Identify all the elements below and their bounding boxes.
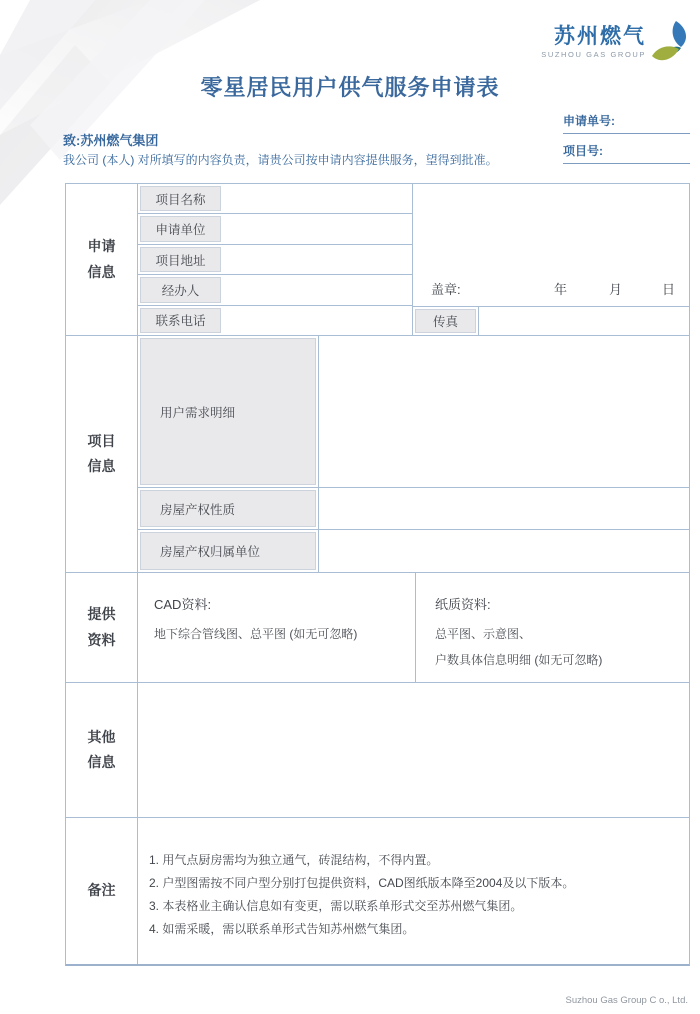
- application-number-label: 申请单号:: [563, 114, 615, 128]
- application-number-field[interactable]: [563, 112, 690, 134]
- section-label-project-info: 项目信息: [66, 336, 138, 572]
- row-property-owner: [138, 530, 689, 572]
- fax-input[interactable]: [478, 307, 689, 335]
- user-demand-input[interactable]: [319, 336, 689, 487]
- section-label-remarks: 备注: [66, 818, 138, 964]
- row-project-name: [138, 184, 412, 214]
- paper-materials-line1: 总平图、示意图、: [435, 627, 532, 641]
- company-logo: [541, 20, 690, 66]
- remark-item-2: 2. 户型图需按不同户型分别打包提供资料，CAD图纸版本降至2004及以下版本。: [149, 876, 575, 890]
- handler-label: 经办人: [140, 277, 221, 302]
- row-property-nature: [138, 488, 689, 530]
- row-fax: [413, 307, 689, 335]
- section-other-info: [66, 683, 689, 818]
- paper-materials-title: 纸质资料:: [435, 597, 491, 612]
- row-contact-phone: [138, 306, 412, 335]
- project-number-field[interactable]: [563, 142, 690, 164]
- user-demand-label: 用户需求明细: [140, 338, 316, 485]
- footer-company-name: Suzhou Gas Group C o., Ltd.: [565, 995, 688, 1006]
- applicant-unit-label: 申请单位: [140, 216, 221, 241]
- year-label: 年: [553, 281, 567, 297]
- remark-item-1: 1. 用气点厨房需均为独立通气，砖混结构，不得内置。: [149, 853, 439, 867]
- day-label: 日: [661, 281, 675, 297]
- declaration-line: 我公司 (本人) 对所填写的内容负责，请贵公司按申请内容提供服务，望得到批准。: [63, 153, 498, 167]
- section-label-application-info: 申请信息: [66, 184, 138, 335]
- seal-area[interactable]: [413, 184, 689, 307]
- cad-materials-title: CAD资料:: [154, 597, 212, 612]
- property-owner-label: 房屋产权归属单位: [140, 532, 316, 570]
- paper-materials-cell: [416, 573, 689, 682]
- gas-leaf-icon: [650, 20, 690, 66]
- logo-english-name: SUZHOU GAS GROUP: [541, 50, 646, 59]
- section-label-other-info: 其他信息: [66, 683, 138, 817]
- row-applicant-unit: [138, 214, 412, 244]
- project-address-label: 项目地址: [140, 247, 221, 272]
- row-project-address: [138, 245, 412, 275]
- row-user-demand: [138, 336, 689, 488]
- project-number-label: 项目号:: [563, 144, 603, 158]
- property-owner-input[interactable]: [319, 530, 689, 572]
- fax-label: 传真: [415, 309, 476, 333]
- property-nature-label: 房屋产权性质: [140, 490, 316, 527]
- section-remarks: [66, 818, 689, 964]
- handler-input[interactable]: [223, 275, 412, 304]
- other-info-input[interactable]: [138, 683, 689, 817]
- seal-label: 盖章:: [431, 281, 461, 297]
- month-label: 月: [608, 281, 622, 297]
- section-project-info: [66, 336, 689, 573]
- cad-materials-desc: 地下综合管线图、总平图 (如无可忽略): [154, 627, 358, 641]
- project-name-input[interactable]: [223, 184, 412, 213]
- section-application-info: [66, 184, 689, 336]
- remarks-content: [138, 818, 689, 964]
- section-label-materials: 提供资料: [66, 573, 138, 682]
- row-handler: [138, 275, 412, 305]
- cad-materials-cell: [138, 573, 416, 682]
- contact-phone-input[interactable]: [223, 306, 412, 335]
- project-name-label: 项目名称: [140, 186, 221, 211]
- paper-materials-line2: 户数具体信息明细 (如无可忽略): [435, 653, 603, 667]
- property-nature-input[interactable]: [319, 488, 689, 529]
- applicant-unit-input[interactable]: [223, 214, 412, 243]
- contact-phone-label: 联系电话: [140, 308, 221, 333]
- project-address-input[interactable]: [223, 245, 412, 274]
- remark-item-3: 3. 本表格业主确认信息如有变更，需以联系单形式交至苏州燃气集团。: [149, 899, 523, 913]
- section-materials: [66, 573, 689, 683]
- addressee-line: 致:苏州燃气集团: [63, 133, 159, 148]
- application-form-table: [65, 183, 690, 966]
- page-title: 零星居民用户供气服务申请表: [200, 75, 500, 100]
- remark-item-4: 4. 如需采暖，需以联系单形式告知苏州燃气集团。: [149, 922, 415, 936]
- logo-chinese-name: 苏州燃气: [554, 25, 646, 48]
